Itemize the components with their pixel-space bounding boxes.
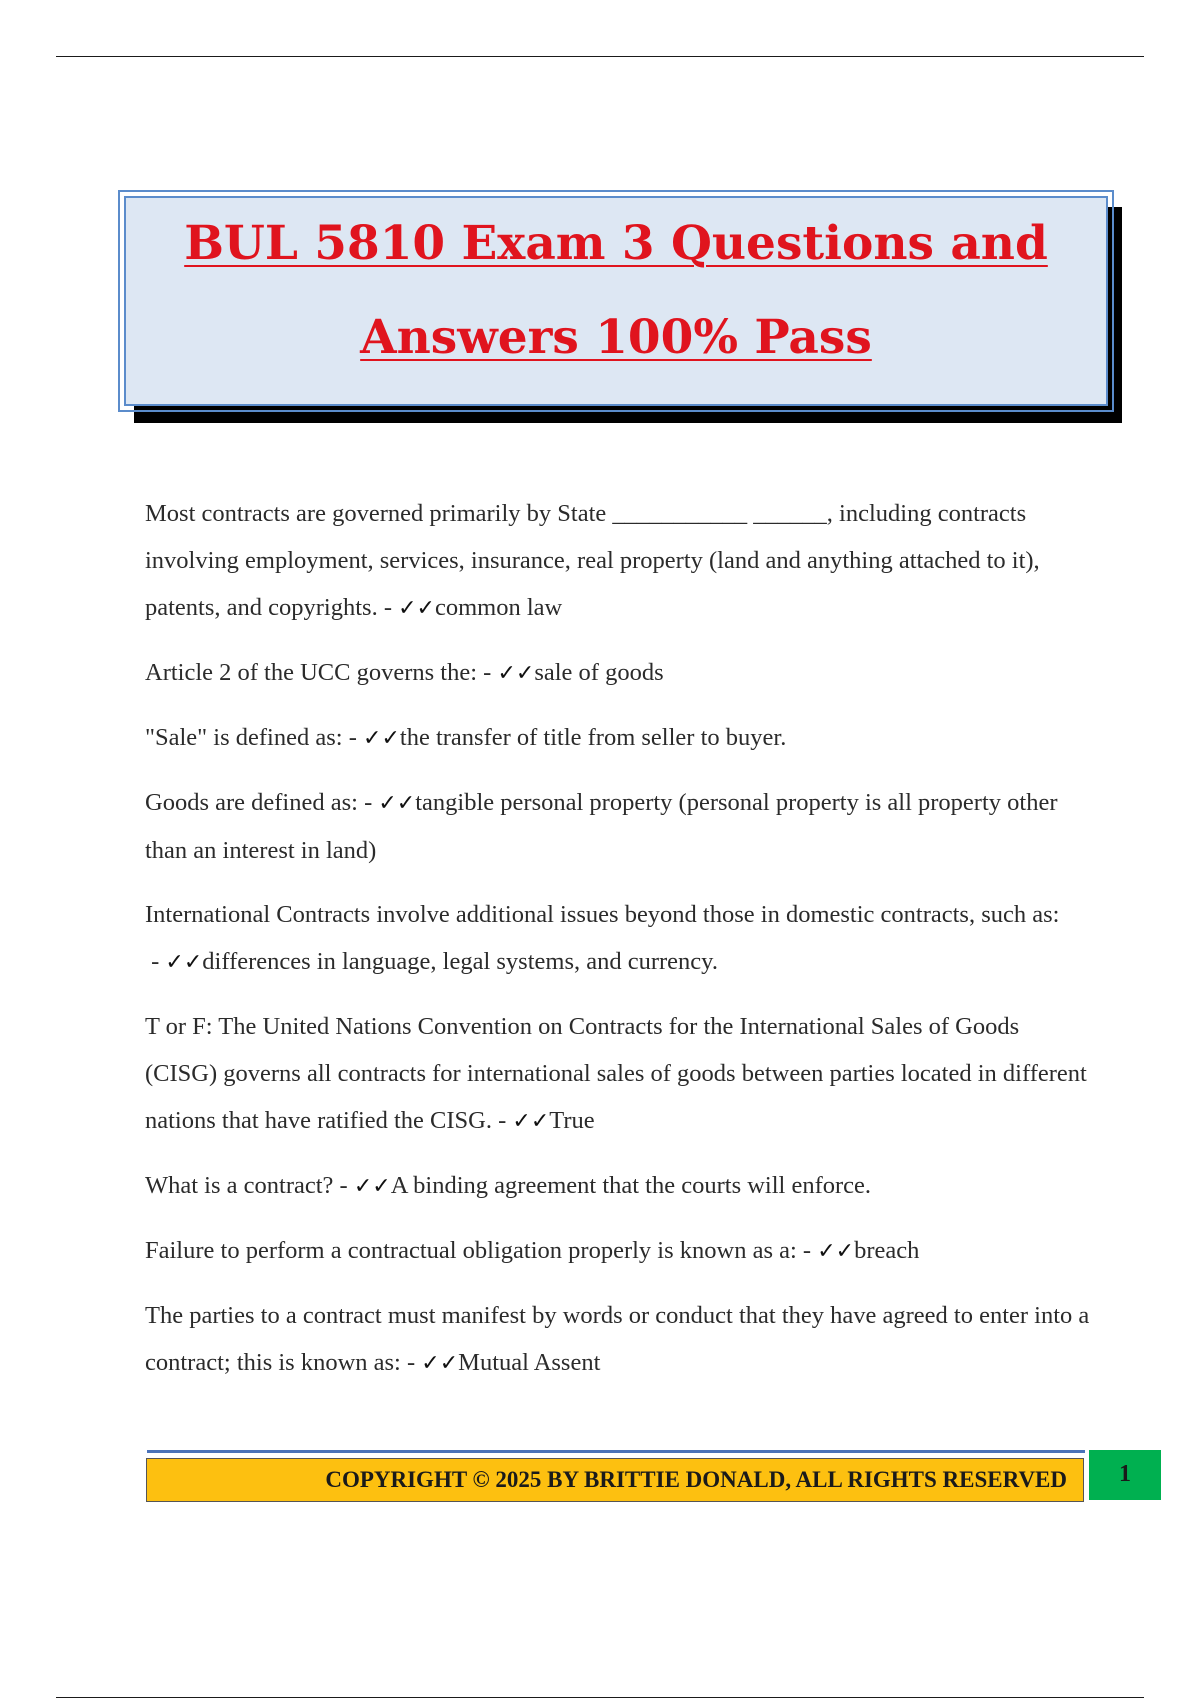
separator: - bbox=[377, 594, 399, 621]
copyright-text: COPYRIGHT © 2025 BY BRITTIE DONALD, ALL RIGHTS RESERVED bbox=[325, 1467, 1067, 1492]
page-number-box bbox=[1089, 1450, 1161, 1500]
top-rule bbox=[56, 56, 1144, 57]
bottom-rule bbox=[56, 1697, 1144, 1698]
answer-text: differences in language, legal systems, and currency. bbox=[202, 948, 718, 975]
qa-item bbox=[145, 1292, 1095, 1387]
page-number: 1 bbox=[1119, 1461, 1131, 1487]
check-mark-icon: ✓✓ bbox=[497, 661, 535, 686]
question-text: Article 2 of the UCC governs the: bbox=[145, 659, 478, 686]
separator: - bbox=[342, 724, 364, 751]
answer-text: A binding agreement that the courts will enforce. bbox=[390, 1172, 872, 1199]
separator: - bbox=[333, 1172, 354, 1199]
qa-list bbox=[145, 490, 1095, 1404]
qa-item bbox=[145, 490, 1095, 632]
qa-item bbox=[145, 1227, 1095, 1275]
question-text: Goods are defined as: bbox=[145, 789, 358, 816]
separator: - bbox=[145, 948, 166, 975]
question-text: The parties to a contract must manifest by words or conduct that they have agreed to enter into a contract; this is known as: bbox=[145, 1302, 1090, 1376]
check-mark-icon: ✓✓ bbox=[421, 1351, 459, 1376]
question-text: "Sale" is defined as: bbox=[145, 724, 343, 751]
check-mark-icon: ✓✓ bbox=[817, 1239, 855, 1264]
answer-text: Mutual Assent bbox=[458, 1349, 601, 1376]
check-mark-icon: ✓✓ bbox=[398, 596, 435, 621]
question-text: Most contracts are governed primarily by State ___________ ______, including contracts involving employment, services, insurance, real property (land and anything attached to it), patents, and copyrights. bbox=[145, 500, 1040, 621]
check-mark-icon: ✓✓ bbox=[165, 950, 203, 975]
answer-text: sale of goods bbox=[534, 659, 664, 686]
answer-text: breach bbox=[854, 1237, 920, 1264]
question-text: What is a contract? bbox=[145, 1172, 334, 1199]
qa-item bbox=[145, 1162, 1095, 1210]
qa-item bbox=[145, 891, 1095, 986]
qa-item bbox=[145, 649, 1095, 697]
question-text: Failure to perform a contractual obligation properly is known as a: bbox=[145, 1237, 797, 1264]
answer-text: common law bbox=[435, 594, 563, 621]
separator: - bbox=[400, 1349, 422, 1376]
question-text: International Contracts involve additional issues beyond those in domestic contracts, such as: bbox=[145, 901, 1060, 928]
separator: - bbox=[796, 1237, 818, 1264]
qa-item bbox=[145, 714, 1095, 762]
footer-rule bbox=[147, 1450, 1085, 1453]
title-line-2: Answers 100% Pass bbox=[360, 310, 872, 365]
qa-item bbox=[145, 779, 1095, 874]
separator: - bbox=[492, 1107, 513, 1134]
check-mark-icon: ✓✓ bbox=[353, 1174, 391, 1199]
title-line-1: BUL 5810 Exam 3 Questions and bbox=[184, 216, 1048, 271]
check-mark-icon: ✓✓ bbox=[363, 726, 400, 751]
answer-text: the transfer of title from seller to buyer. bbox=[399, 724, 787, 751]
separator: - bbox=[357, 789, 379, 816]
title-box bbox=[124, 196, 1108, 406]
qa-item bbox=[145, 1003, 1095, 1145]
separator: - bbox=[477, 659, 498, 686]
answer-text: tangible personal property (personal property is all property other than an interest in land) bbox=[145, 789, 1058, 864]
answer-text: True bbox=[549, 1107, 595, 1134]
check-mark-icon: ✓✓ bbox=[512, 1109, 550, 1134]
question-text: T or F: The United Nations Convention on Contracts for the International Sales of Goods (CISG) governs all contracts for international sales of goods between parties located in different nations that have ratified the CISG. bbox=[145, 1013, 1087, 1134]
footer-bar bbox=[146, 1458, 1084, 1502]
check-mark-icon: ✓✓ bbox=[378, 791, 416, 816]
